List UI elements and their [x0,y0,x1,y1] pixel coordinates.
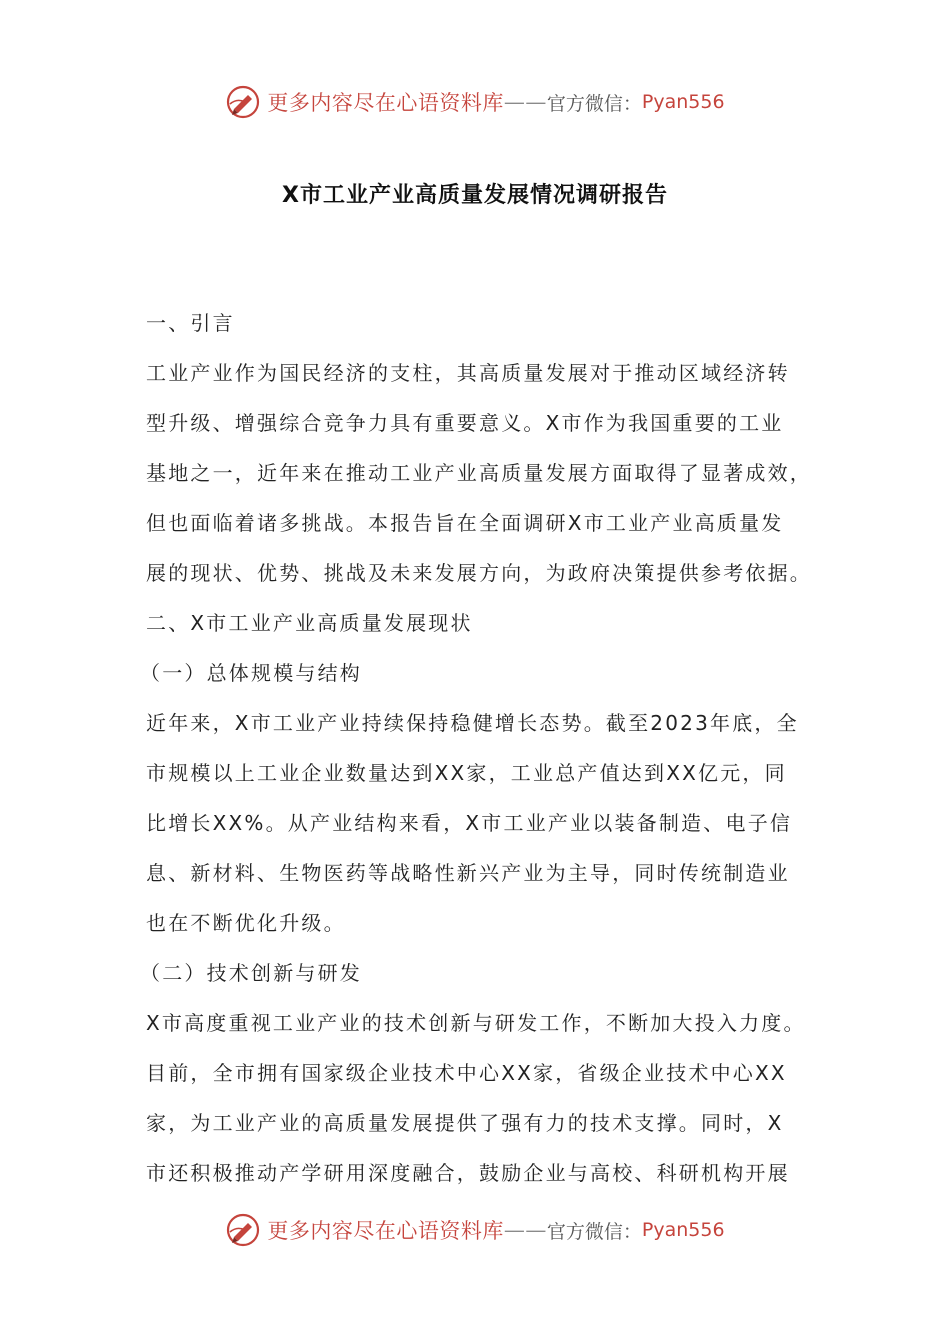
paragraph-line: 市还积极推动产学研用深度融合，鼓励企业与高校、科研机构开展 [146,1161,790,1185]
paragraph-line: 工业产业作为国民经济的支柱，其高质量发展对于推动区域经济转 [146,361,790,385]
paragraph-line: 也在不断优化升级。 [146,911,346,935]
banner-contact-label: 官方微信： [546,92,642,115]
paragraph-line: 市规模以上工业企业数量达到XX家，工业总产值达到XX亿元，同 [146,761,787,785]
watermark-banner-top [0,82,950,122]
subsection-heading: （一）总体规模与结构 [140,661,362,685]
pen-logo-icon [225,1212,261,1248]
banner-text: 更多内容尽在心语资料库 [267,1219,504,1243]
pen-logo-icon [225,84,261,120]
paragraph-line: 比增长XX%。从产业结构来看，X市工业产业以装备制造、电子信 [146,811,793,835]
section-heading: 二、X市工业产业高质量发展现状 [146,611,473,635]
document-body [140,298,826,1198]
paragraph-line: 息、新材料、生物医药等战略性新兴产业为主导，同时传统制造业 [146,861,790,885]
section-heading: 一、引言 [146,311,235,335]
paragraph-line: 家，为工业产业的高质量发展提供了强有力的技术支撑。同时，X [146,1111,784,1135]
paragraph-line: 型升级、增强综合竞争力具有重要意义。X市作为我国重要的工业 [146,411,784,435]
paragraph-line: 目前，全市拥有国家级企业技术中心XX家，省级企业技术中心XX [146,1061,787,1085]
banner-text: 更多内容尽在心语资料库 [267,91,504,115]
subsection-heading: （二）技术创新与研发 [140,961,362,985]
paragraph-line: 基地之一，近年来在推动工业产业高质量发展方面取得了显著成效， [146,461,812,485]
banner-contact-id: Pyan556 [641,1219,725,1241]
banner-contact-id: Pyan556 [641,91,725,113]
paragraph-line: 但也面临着诸多挑战。本报告旨在全面调研X市工业产业高质量发 [146,511,784,535]
banner-contact-label: 官方微信： [546,1220,642,1243]
watermark-banner-bottom [0,1210,950,1250]
banner-dash: —— [503,1218,547,1242]
paragraph-line: X市高度重视工业产业的技术创新与研发工作，不断加大投入力度。 [146,1011,806,1035]
banner-dash: —— [503,90,547,114]
paragraph-line: 近年来，X市工业产业持续保持稳健增长态势。截至2023年底，全 [146,711,799,735]
paragraph-line: 展的现状、优势、挑战及未来发展方向，为政府决策提供参考依据。 [146,561,812,585]
document-title: X市工业产业高质量发展情况调研报告 [282,183,668,208]
